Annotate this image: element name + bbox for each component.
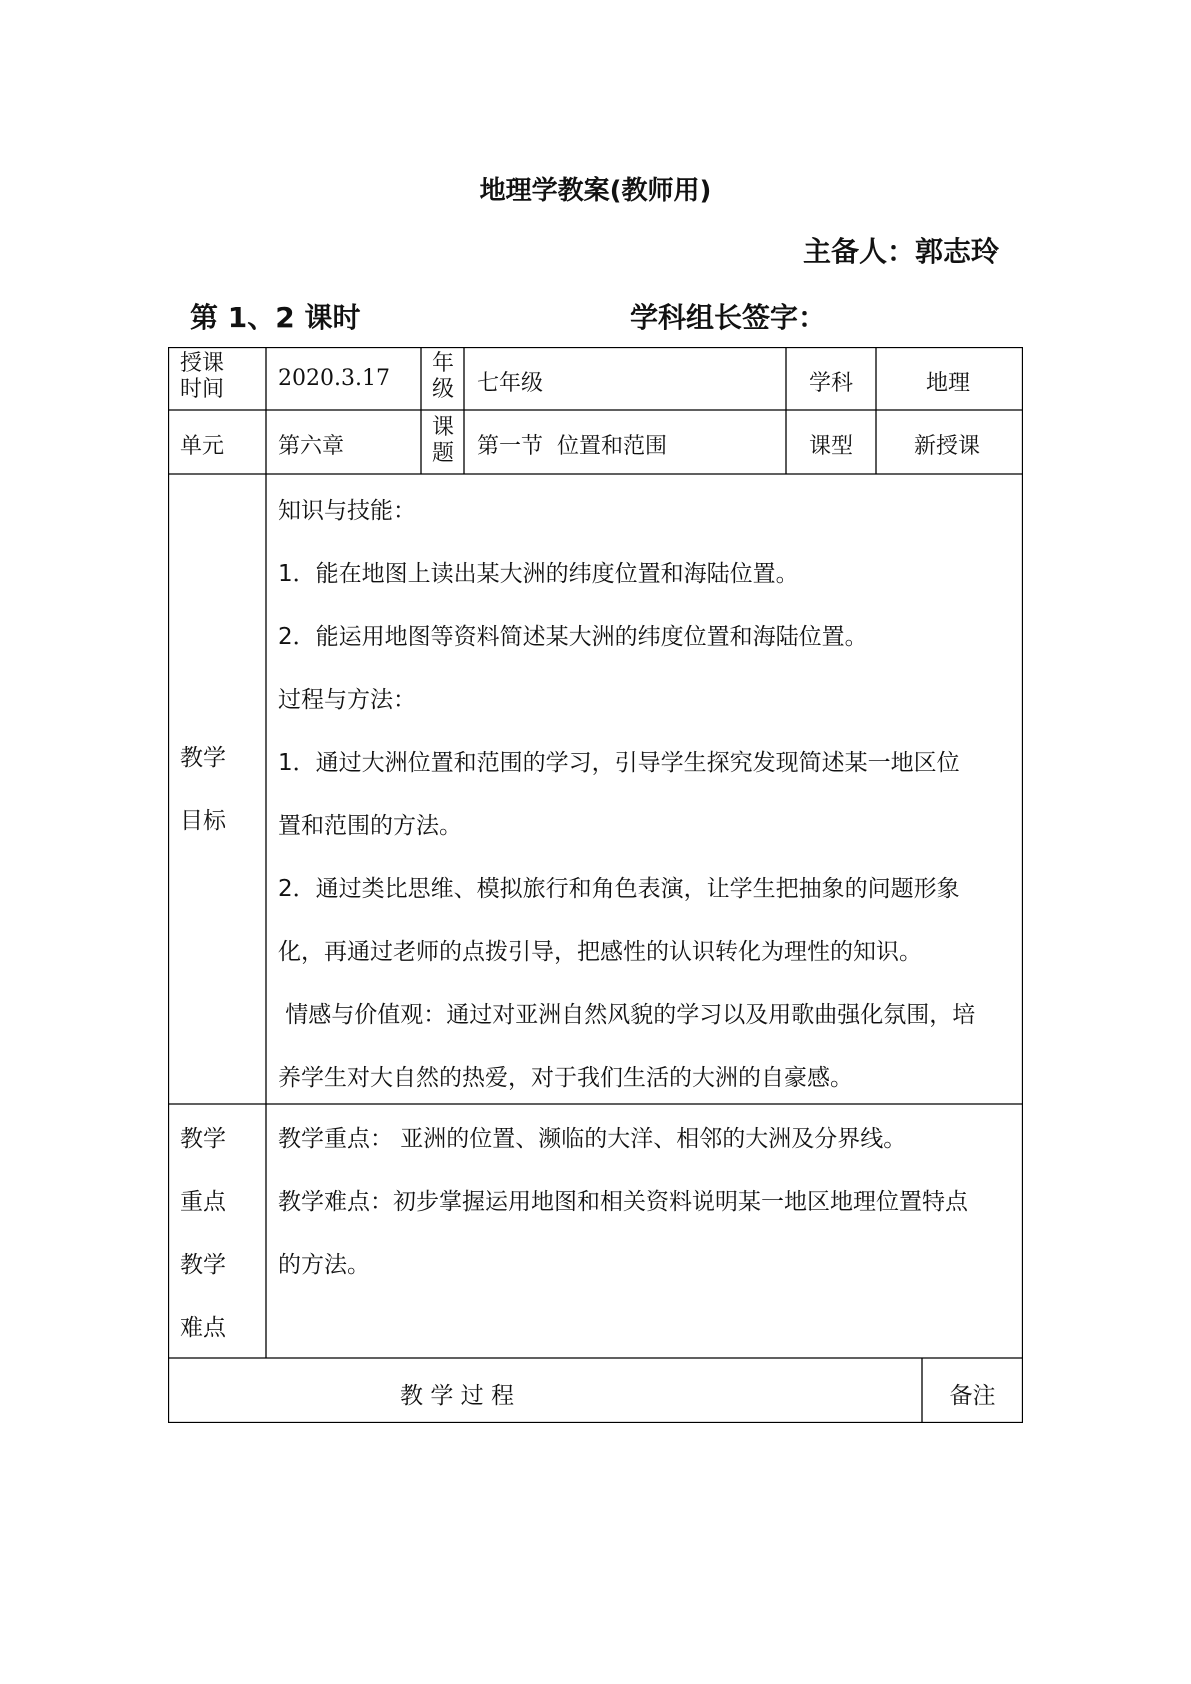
subject-value: 地理 — [926, 371, 971, 396]
document-title: 地理学教案(教师用) — [479, 176, 712, 206]
objectives-label-line-2: 目标 — [180, 808, 226, 834]
keypoints-label-line-1: 教学 — [180, 1126, 226, 1152]
keypoint-line: 教学难点：初步掌握运用地图和相关资料说明某一地区地理位置特点 — [278, 1189, 968, 1215]
type-label: 课型 — [809, 434, 854, 459]
topic-label-line-2: 题 — [432, 441, 455, 466]
keypoint-line: 教学重点： 亚洲的位置、濒临的大洋、相邻的大洲及分界线。 — [278, 1126, 907, 1152]
keypoints-label-line-4: 难点 — [180, 1315, 226, 1341]
subject-label: 学科 — [809, 371, 854, 396]
objective-line: 过程与方法： — [278, 687, 416, 713]
keypoints-label-line-2: 重点 — [180, 1189, 226, 1215]
process-label: 教 学 过 程 — [400, 1383, 514, 1409]
grade-label-line-1: 年 — [432, 351, 455, 376]
keypoints-label-line-3: 教学 — [180, 1252, 226, 1278]
preparer-label: 主备人：郭志玲 — [802, 235, 999, 268]
objective-line: 养学生对大自然的热爱，对于我们生活的大洲的自豪感。 — [278, 1065, 853, 1091]
time-label-line-2: 时间 — [180, 377, 225, 402]
objective-line: 1．能在地图上读出某大洲的纬度位置和海陆位置。 — [278, 561, 799, 587]
objective-line: 1．通过大洲位置和范围的学习，引导学生探究发现简述某一地区位 — [278, 750, 960, 776]
grade-value: 七年级 — [477, 371, 544, 396]
objective-line: 2．能运用地图等资料简述某大洲的纬度位置和海陆位置。 — [278, 624, 868, 650]
period-label: 第 1、2 课时 — [190, 301, 361, 334]
time-label-line-1: 授课 — [180, 351, 225, 376]
remarks-label: 备注 — [949, 1383, 996, 1409]
time-label — [180, 351, 224, 403]
grade-label-line-2: 级 — [432, 377, 455, 402]
objective-line: 2．通过类比思维、模拟旅行和角色表演，让学生把抽象的问题形象 — [278, 876, 960, 902]
time-value: 2020.3.17 — [278, 366, 390, 391]
leader-signature-label: 学科组长签字： — [630, 301, 827, 334]
type-value: 新授课 — [914, 434, 981, 459]
keypoint-line: 的方法。 — [278, 1252, 370, 1278]
objectives-label-line-1: 教学 — [180, 745, 226, 771]
objective-line: 知识与技能： — [278, 498, 416, 524]
grade-label — [432, 351, 454, 403]
topic-value: 第一节 位置和范围 — [477, 434, 667, 459]
unit-label: 单元 — [180, 434, 225, 459]
topic-label — [432, 415, 454, 467]
objective-line: 置和范围的方法。 — [278, 813, 462, 839]
unit-value: 第六章 — [278, 434, 345, 459]
lesson-plan-table — [168, 347, 1023, 1423]
objective-line: 化，再通过老师的点拨引导，把感性的认识转化为理性的知识。 — [278, 939, 922, 965]
topic-label-line-1: 课 — [432, 415, 455, 440]
objective-line: 情感与价值观：通过对亚洲自然风貌的学习以及用歌曲强化氛围，培 — [278, 1002, 976, 1028]
